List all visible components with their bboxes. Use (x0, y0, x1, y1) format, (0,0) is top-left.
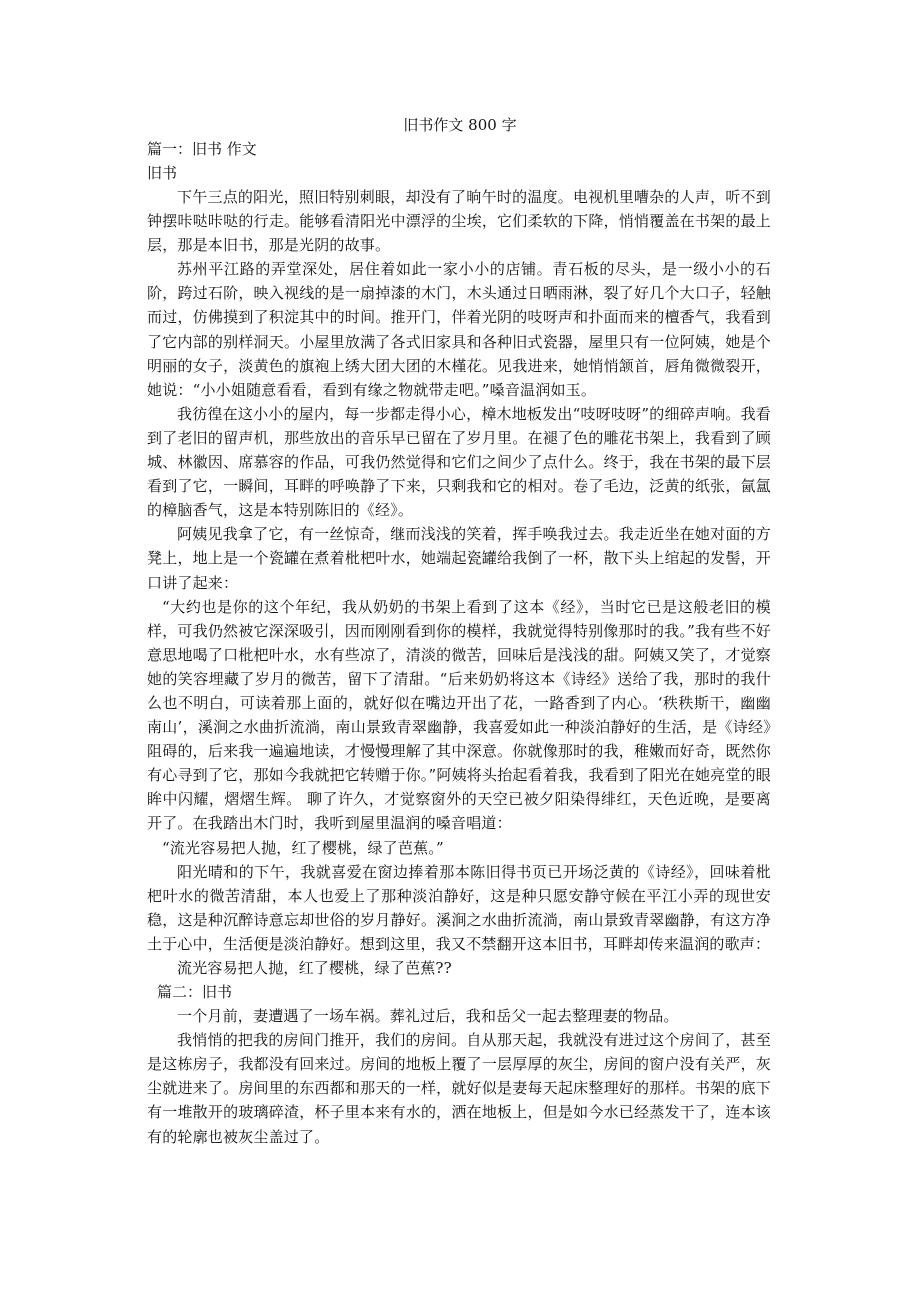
part1-subtitle: 旧书 (147, 164, 178, 182)
part1-heading: 篇一：旧书 作文 (147, 140, 257, 158)
paragraph: 苏州平江路的弄堂深处，居住着如此一家小小的店铺。青石板的尽头，是一级小小的石阶，跨过石阶，映入视线的是一扇掉漆的木门，木头通过日晒雨淋，裂了好几个大口子，轻触而过，仿佛摸到了积淀其中的时间。推开门，伴着光阴的吱呀声和扑面而来的檀香气，我看到了它内部的别样洞天。小屋里放满了各式旧家具和各种旧式瓷器，屋里只有一位阿姨，她是个明丽的女子，淡黄色的旗袍上绣大团大团的木槿花。见我进来，她悄悄颔首，唇角微微裂开，她说：“小小姐随意看看，看到有缘之物就带走吧。”嗓音温润如玉。 (147, 260, 771, 399)
paragraph: 我彷徨在这小小的屋内，每一步都走得小心，樟木地板发出“吱呀吱呀”的细碎声响。我看到了老旧的留声机，那些放出的音乐早已留在了岁月里。在褪了色的雕花书架上，我看到了顾城、林徽因、席慕容的作品，可我仍然觉得和它们之间少了点什么。终于，我在书架的最下层看到了它，一瞬间，耳畔的呼唤静了下来，只剩我和它的相对。卷了毛边，泛黄的纸张，氤氲的樟脑香气，这是本特别陈旧的《经》。 (147, 404, 771, 520)
song-line-end: 流光容易把人抛，红了樱桃，绿了芭蕉?? (177, 959, 452, 977)
song-line: “流光容易把人抛，红了樱桃，绿了芭蕉。” (162, 838, 444, 857)
part2-body (147, 1004, 771, 1149)
part2-heading: 篇二：旧书 (157, 983, 233, 1002)
paragraph: 一个月前，妻遭遇了一场车祸。葬礼过后，我和岳父一起去整理妻的物品。 (177, 1007, 679, 1026)
paragraph: 阳光晴和的下午，我就喜爱在窗边捧着那本陈旧得书页已开场泛黄的《诗经》，回味着枇杷叶水的微苦清甜，本人也爱上了那种淡泊静好，这是种只愿安静守候在平江小弄的现世安稳，这是种沉醉诗意忘却世俗的岁月静好。溪涧之水曲折流淌，南山景致青翠幽静，有这方净土于心中，生活便是淡泊静好。想到这里，我又不禁翻开这本旧书，耳畔却传来温润的歌声： (147, 862, 771, 953)
paragraph: 下午三点的阳光，照旧特别刺眼，却没有了晌午时的温度。电视机里嘈杂的人声，听不到钟摆咔哒咔哒的行走。能够看清阳光中漂浮的尘埃，它们柔软的下降，悄悄覆盖在书架的最上层，那是本旧书，那是光阴的故事。 (147, 188, 771, 255)
document-title: 旧书作文 800 字 (403, 116, 517, 134)
paragraph: 阿姨见我拿了它，有一丝惊奇，继而浅浅的笑着，挥手唤我过去。我走近坐在她对面的方凳上，地上是一个瓷罐在煮着枇杷叶水，她端起瓷罐给我倒了一杯，散下头上绾起的发髻，开口讲了起来： (147, 525, 771, 592)
paragraph: 我悄悄的把我的房间门推开，我们的房间。自从那天起，我就没有进过这个房间了，甚至是这栋房子，我都没有回来过。房间的地板上覆了一层厚厚的灰尘，房间的窗户没有关严，灰尘就进来了。房间里的东西都和那天的一样，就好似是妻每天起床整理好的那样。书架的底下有一堆散开的玻璃碎渣，杯子里本来有水的，洒在地板上，但是如今水已经蒸发干了，连本该有的轮廓也被灰尘盖过了。 (147, 1031, 771, 1146)
part1-body (147, 185, 771, 980)
quoted-paragraph: “大约也是你的这个年纪，我从奶奶的书架上看到了这本《经》，当时它已是这般老旧的模样，可我仍然被它深深吸引，因而刚刚看到你的模样，我就觉得特别像那时的我。”我有些不好意思地喝了口枇杷叶水，水有些凉了，清淡的微苦，回味后是浅浅的甜。阿姨又笑了，才觉察她的笑容埋藏了岁月的微苦，留下了清甜。“后来奶奶将这本《诗经》送给了我，那时的我什么也不明白，可读着那上面的，就好似在嘴边开出了花，一路香到了内心。‘秩秩斯干，幽幽南山’，溪涧之水曲折流淌，南山景致青翠幽静，我喜爱如此一种淡泊静好的生活，是《诗经》阻碍的，后来我一遍遍地读，才慢慢理解了其中深意。你就像那时的我，稚嫩而好奇，既然你有心寻到了它，那如今我就把它转赠于你。”阿姨将头抬起看着我，我看到了阳光在她亮堂的眼眸中闪耀，熠熠生辉。 聊了许久，才觉察窗外的天空已被夕阳染得绯红，天色近晚，是要离开了。在我踏出木门时，我听到屋里温润的嗓音唱道： (147, 597, 771, 833)
